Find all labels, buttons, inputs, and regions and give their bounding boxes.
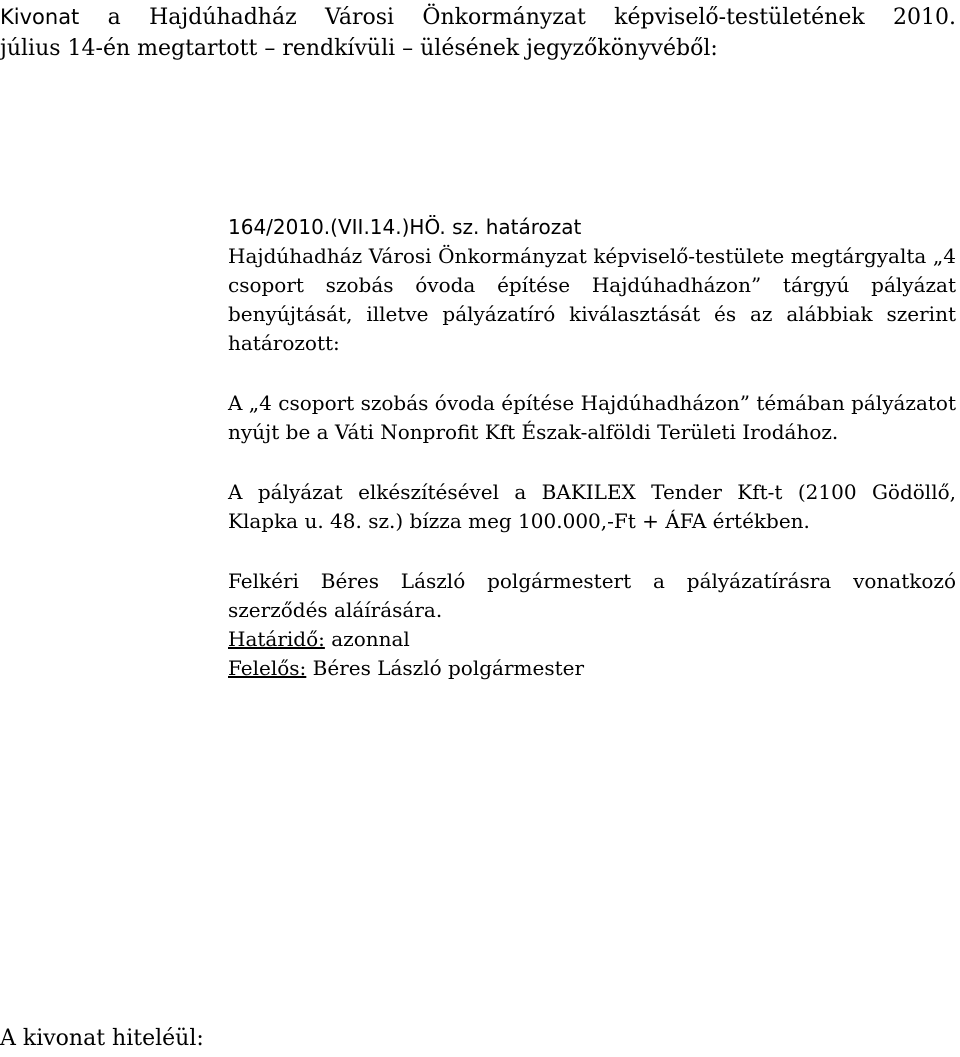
header-line-1-rest: a Hajdúhadház Városi Önkormányzat képviselő-testületének 2010. [107, 5, 956, 30]
resolution-block [228, 213, 956, 683]
header-line-2: július 14-én megtartott – rendkívüli – ülésének jegyzőkönyvéből: [0, 36, 718, 61]
responsible-value: Béres László polgármester [312, 656, 585, 680]
resolution-title: 164/2010.(VII.14.)HÖ. sz. határozat [228, 215, 582, 239]
resolution-paragraph-1: A „4 csoport szobás óvoda építése Hajdúhadházon” témában pályázatot nyújt be a Váti Nonprofit Kft Észak-alföldi Területi Irodához. [228, 391, 956, 444]
deadline-line [228, 625, 956, 654]
header-kivonat: Kivonat [0, 5, 80, 29]
resolution-intro: Hajdúhadház Városi Önkormányzat képviselő-testülete megtárgyalta „4 csoport szobás óvoda építése Hajdúhadházon” tárgyú pályázat benyújtását, illetve pályázatíró kiválasztását és az alábbiak szerint határozott: [228, 244, 956, 355]
header-line-1 [0, 2, 956, 33]
deadline-value: azonnal [331, 627, 410, 651]
responsible-line [228, 654, 956, 683]
responsible-label: Felelős: [228, 656, 307, 680]
certification-line: A kivonat hiteléül: [0, 1026, 204, 1051]
resolution-paragraph-2: A pályázat elkészítésével a BAKILEX Tender Kft-t (2100 Gödöllő, Klapka u. 48. sz.) bízza meg 100.000,-Ft + ÁFA értékben. [228, 480, 956, 533]
deadline-label: Határidő: [228, 627, 325, 651]
resolution-paragraph-3: Felkéri Béres László polgármestert a pályázatírásra vonatkozó szerződés aláírására. [228, 569, 956, 622]
document-header [0, 2, 956, 64]
